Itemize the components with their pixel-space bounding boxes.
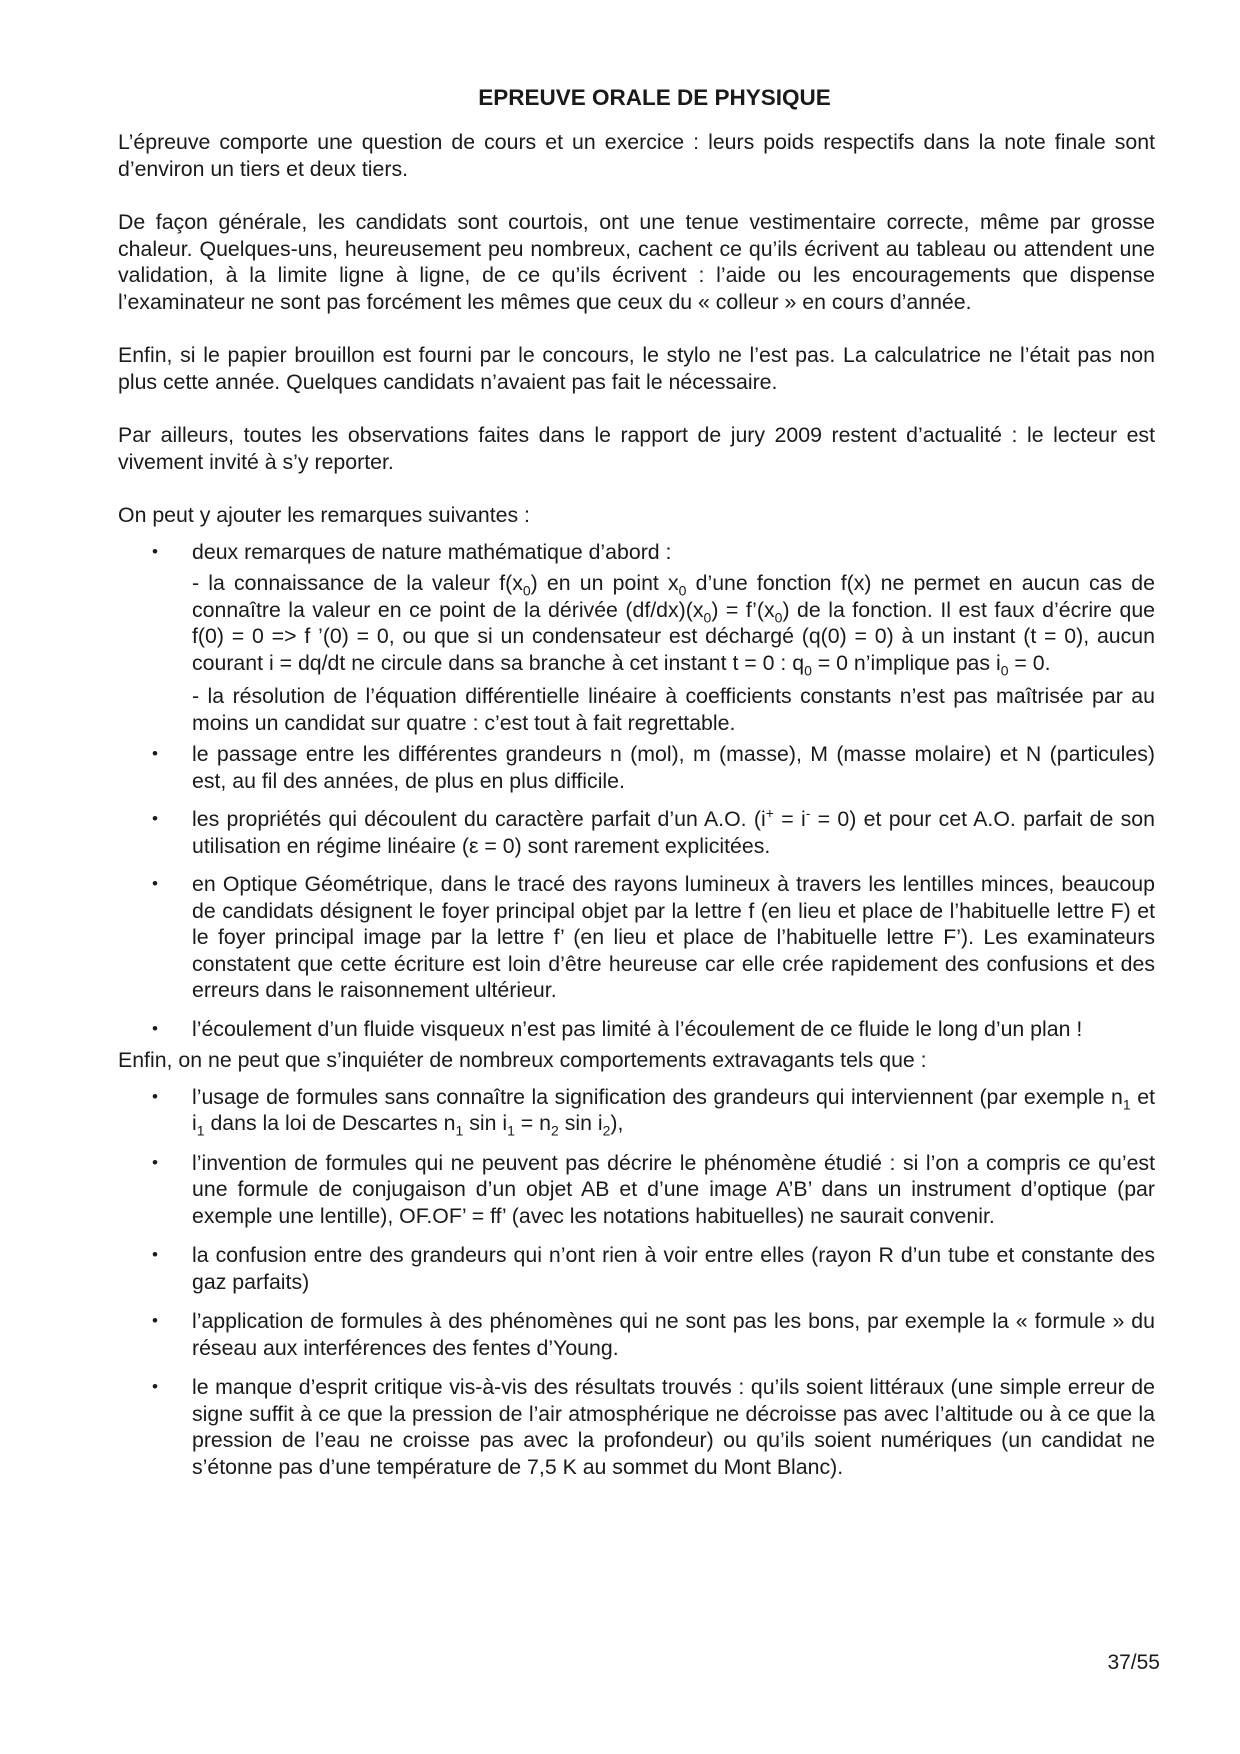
list-item-text: l’application de formules à des phénomènes qui ne sont pas les bons, par exemple la « formule » du réseau aux interférences des fentes d’Young. [192, 1309, 1155, 1360]
list-item [118, 539, 1155, 737]
sub-remark: - la résolution de l’équation différentielle linéaire à coefficients constants n’est pas maîtrisée par au moins un candidat sur quatre : c’est tout à fait regrettable. [192, 684, 1155, 735]
list-item [118, 1016, 1155, 1043]
list-item-text: le manque d’esprit critique vis-à-vis des résultats trouvés : qu’ils soient littéraux (une simple erreur de signe suffit à ce que la pression de l’air atmosphérique ne décroisse pas avec l’altitude ou à ce que la pression de l’eau ne croisse pas avec la profondeur) ou qu’ils soient numériques (un candidat ne s’étonne pas d’une température de 7,5 K au sommet du Mont Blanc). [192, 1375, 1155, 1479]
intro-paragraph: Par ailleurs, toutes les observations faites dans le rapport de jury 2009 restent d’actualité : le lecteur est vivement invité à s’y reporter. [118, 423, 1155, 474]
remarks-list [118, 539, 1155, 1043]
intro-paragraph: Enfin, si le papier brouillon est fourni par le concours, le stylo ne l’est pas. La calculatrice ne l’était pas non plus cette année. Quelques candidats n’avaient pas fait le nécessaire. [118, 343, 1155, 394]
bullet-icon: • [152, 809, 158, 828]
list-item-text: les propriétés qui découlent du caractère parfait d’un A.O. (i+ = i- = 0) et pour cet A.O. parfait de son utilisation en régime linéaire (ε = 0) sont rarement explicitées. [192, 804, 1155, 858]
bullet-icon: • [152, 1377, 158, 1396]
list-item-text: l’écoulement d’un fluide visqueux n’est pas limité à l’écoulement de ce fluide le long d’un plan ! [192, 1016, 1083, 1041]
bullet-icon: • [152, 1311, 158, 1330]
list-item-text: en Optique Géométrique, dans le tracé des rayons lumineux à travers les lentilles minces, beaucoup de candidats désignent le foyer principal objet par la lettre f (en lieu et place de l’habituelle lettre F) et le foyer principal image par la lettre f’ (en lieu et place de l’habituelle lettre F’). Les examinateurs constatent que cette écriture est loin d’être heureuse car elle crée rapidement des confusions et des erreurs dans le raisonnement ultérieur. [192, 872, 1155, 1002]
list-item [118, 806, 1155, 859]
bullet-icon: • [152, 541, 158, 561]
list-item [118, 1150, 1155, 1230]
list-item [118, 741, 1155, 794]
bullet-icon: • [152, 874, 158, 893]
bullet-icon: • [152, 744, 158, 763]
bullet-icon: • [152, 1018, 158, 1038]
behaviors-list [118, 1084, 1155, 1481]
list-item [118, 1084, 1155, 1137]
intro-paragraph: L’épreuve comporte une question de cours et un exercice : leurs poids respectifs dans la note finale sont d’environ un tiers et deux tiers. [118, 130, 1155, 181]
bullet-icon: • [152, 1152, 158, 1172]
list-item [118, 1374, 1155, 1480]
list-item [118, 1308, 1155, 1361]
list-item-text: l’invention de formules qui ne peuvent pas décrire le phénomène étudié : si l’on a compris ce qu’est une formule de conjugaison d’un objet AB et d’une image A’B’ dans un instrument d’optique (par exemple une lentille), OF.OF’ = ff’ (avec les notations habituelles) ne saurait convenir. [192, 1150, 1155, 1228]
intro-paragraph: De façon générale, les candidats sont courtois, ont une tenue vestimentaire correcte, même par grosse chaleur. Quelques-uns, heureusement peu nombreux, cachent ce qu’ils écrivent au tableau ou attendent une validation, à la limite ligne à ligne, de ce qu’ils écrivent : l’aide ou les encouragements que dispense l’examinateur ne sont pas forcément les mêmes que ceux du « colleur » en cours d’année. [118, 210, 1155, 314]
page-title: EPREUVE ORALE DE PHYSIQUE [478, 85, 831, 110]
sub-remark: - la connaissance de la valeur $f(x_0)$ en un point $x_0$ d’une fonction f(x) ne permet en aucun cas de connaître la valeur en ce point de la dérivée $(df/dx)(x_0)$ = $f’(x_0)$ de la fonction. Il est faux d’écrire que f(0) = 0 => f ’(0) = 0, ou que si un condensateur est déchargé (q(0) = 0) à un instant (t = 0), aucun courant i = dq/dt ne circule dans sa branche à cet instant t = 0 : $q_0 = 0$ n’implique pas $i_0 = 0$. [192, 571, 1156, 678]
list-item [118, 1242, 1155, 1295]
list-item-text: le passage entre les différentes grandeurs n (mol), m (masse), M (masse molaire) et N (particules) est, au fil des années, de plus en plus difficile. [192, 742, 1155, 793]
page-number: 37/55 [1107, 1651, 1160, 1674]
bullet-icon: • [152, 1086, 158, 1106]
behaviors-lead: Enfin, on ne peut que s’inquiéter de nombreux comportements extravagants tels que : [118, 1048, 927, 1072]
list-item [118, 871, 1155, 1004]
list-item-text: la confusion entre des grandeurs qui n’ont rien à voir entre elles (rayon R d’un tube et constante des gaz parfaits) [192, 1243, 1155, 1294]
list-item-text: l’usage de formules sans connaître la signification des grandeurs qui interviennent (par exemple $n_1$ et $i_1$ dans la loi de Descartes $n_1$ $\sin i_1 = n_2$ $\sin i_2$), [192, 1084, 1155, 1139]
bullet-icon: • [152, 1245, 158, 1264]
remarks-lead: On peut y ajouter les remarques suivantes : [118, 503, 530, 527]
list-item-text: deux remarques de nature mathématique d’abord : [192, 539, 672, 564]
